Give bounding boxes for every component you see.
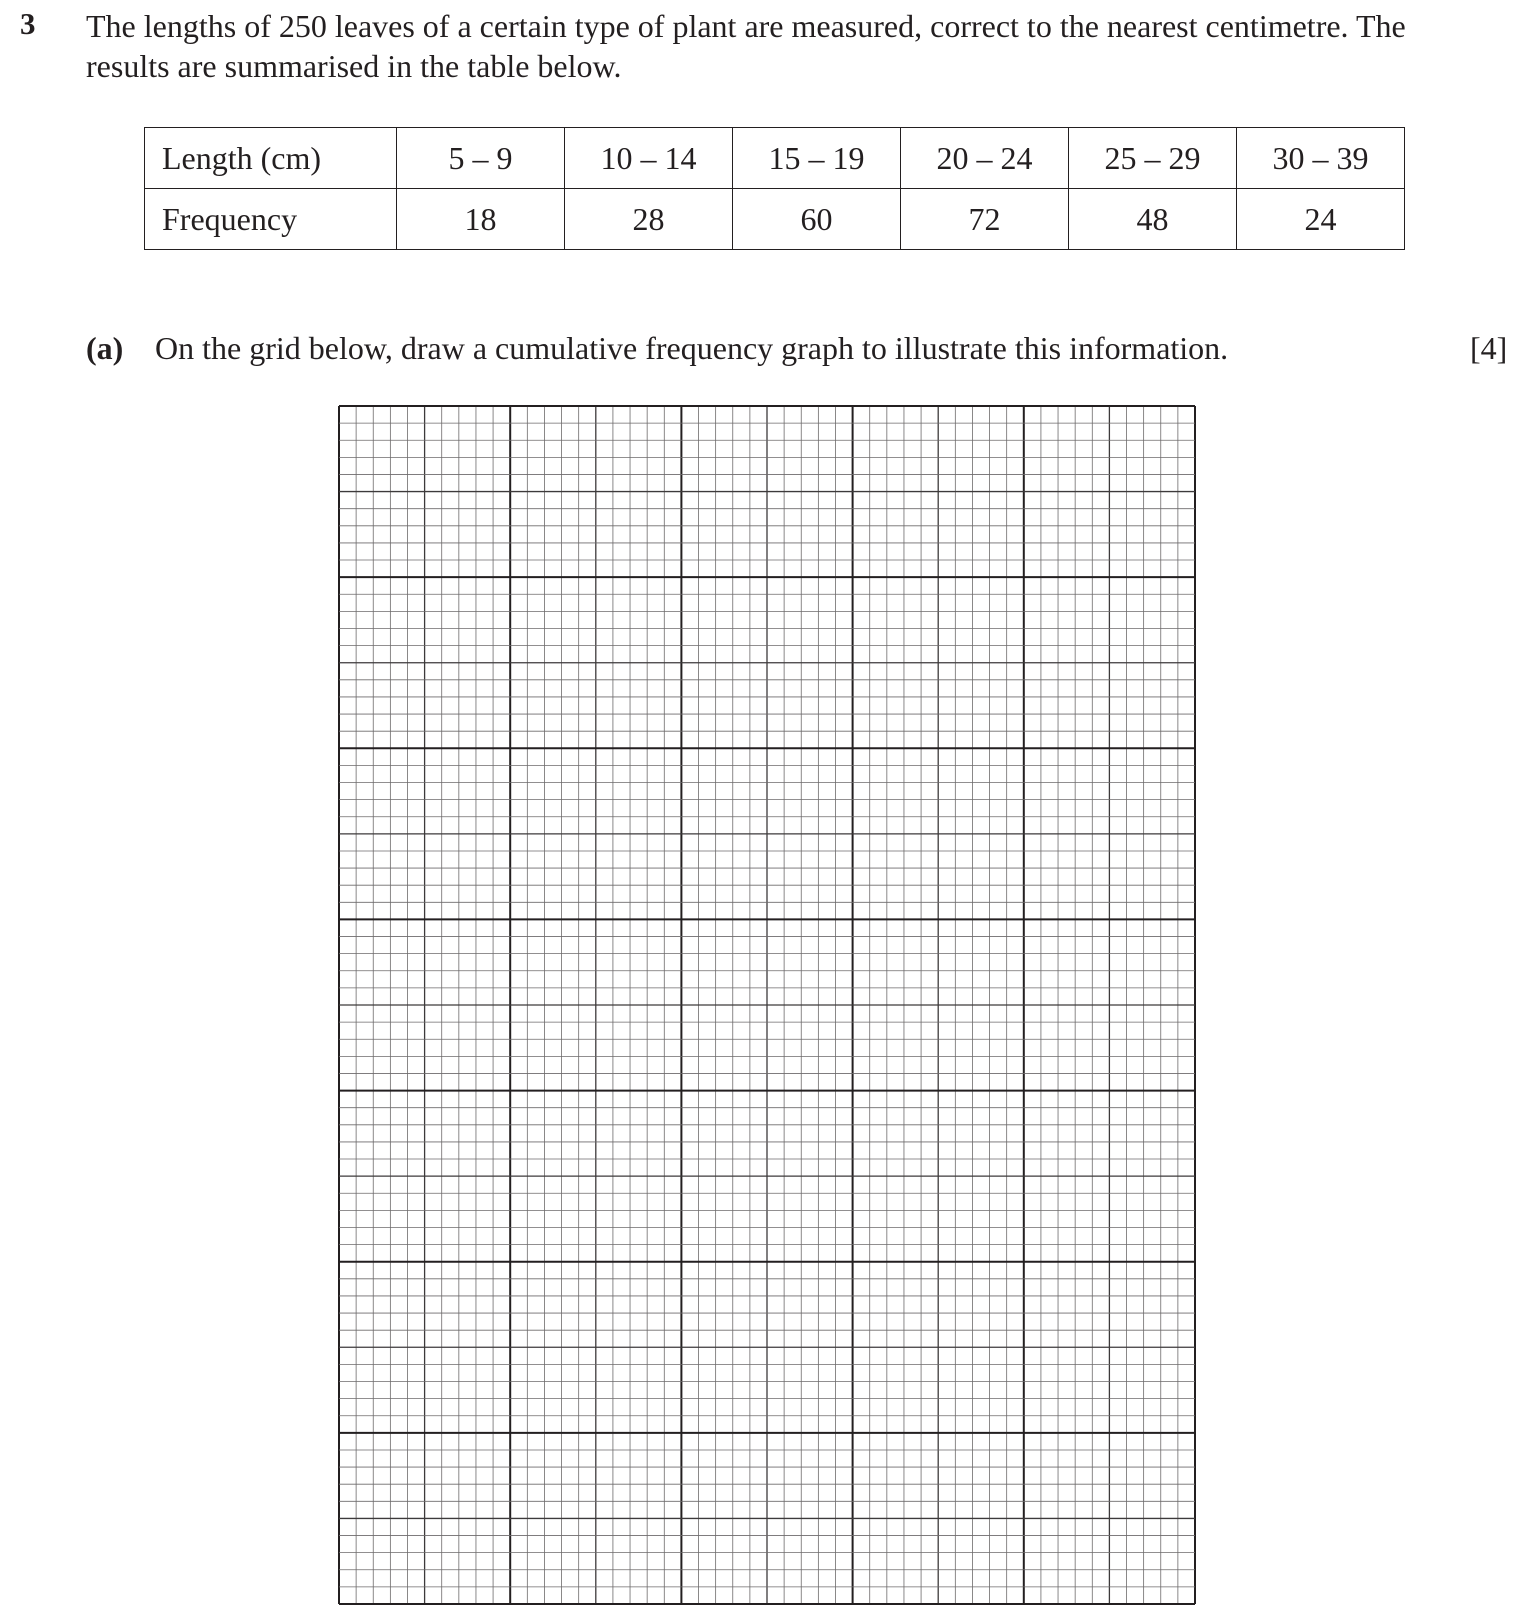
length-header-cell: Length (cm) [145,128,397,189]
part-a-instruction: On the grid below, draw a cumulative frequency graph to illustrate this information. [155,330,1229,366]
graph-paper-svg[interactable] [338,405,1196,1605]
question-text [86,6,1520,86]
length-interval-cell: 10 – 14 [565,128,733,189]
question-number: 3 [20,6,36,41]
frequency-value-cell: 28 [565,189,733,250]
graph-paper-grid[interactable] [338,405,1196,1605]
frequency-row [145,189,1405,250]
length-interval-cell: 5 – 9 [397,128,565,189]
question-text-line-2: results are summarised in the table below. [86,48,622,84]
frequency-value-cell: 72 [901,189,1069,250]
length-interval-cell: 20 – 24 [901,128,1069,189]
length-interval-cell: 25 – 29 [1069,128,1237,189]
frequency-table [144,127,1405,250]
frequency-value-cell: 48 [1069,189,1237,250]
frequency-value-cell: 24 [1237,189,1405,250]
length-interval-cell: 15 – 19 [733,128,901,189]
frequency-value-cell: 60 [733,189,901,250]
question-text-line-1: The lengths of 250 leaves of a certain type of plant are measured, correct to the nearest centimetre. The [86,8,1406,44]
part-a-marks: [4] [1470,330,1508,366]
frequency-header-cell: Frequency [145,189,397,250]
part-a-label: (a) [86,330,124,366]
length-interval-cell: 30 – 39 [1237,128,1405,189]
frequency-value-cell: 18 [397,189,565,250]
length-row [145,128,1405,189]
